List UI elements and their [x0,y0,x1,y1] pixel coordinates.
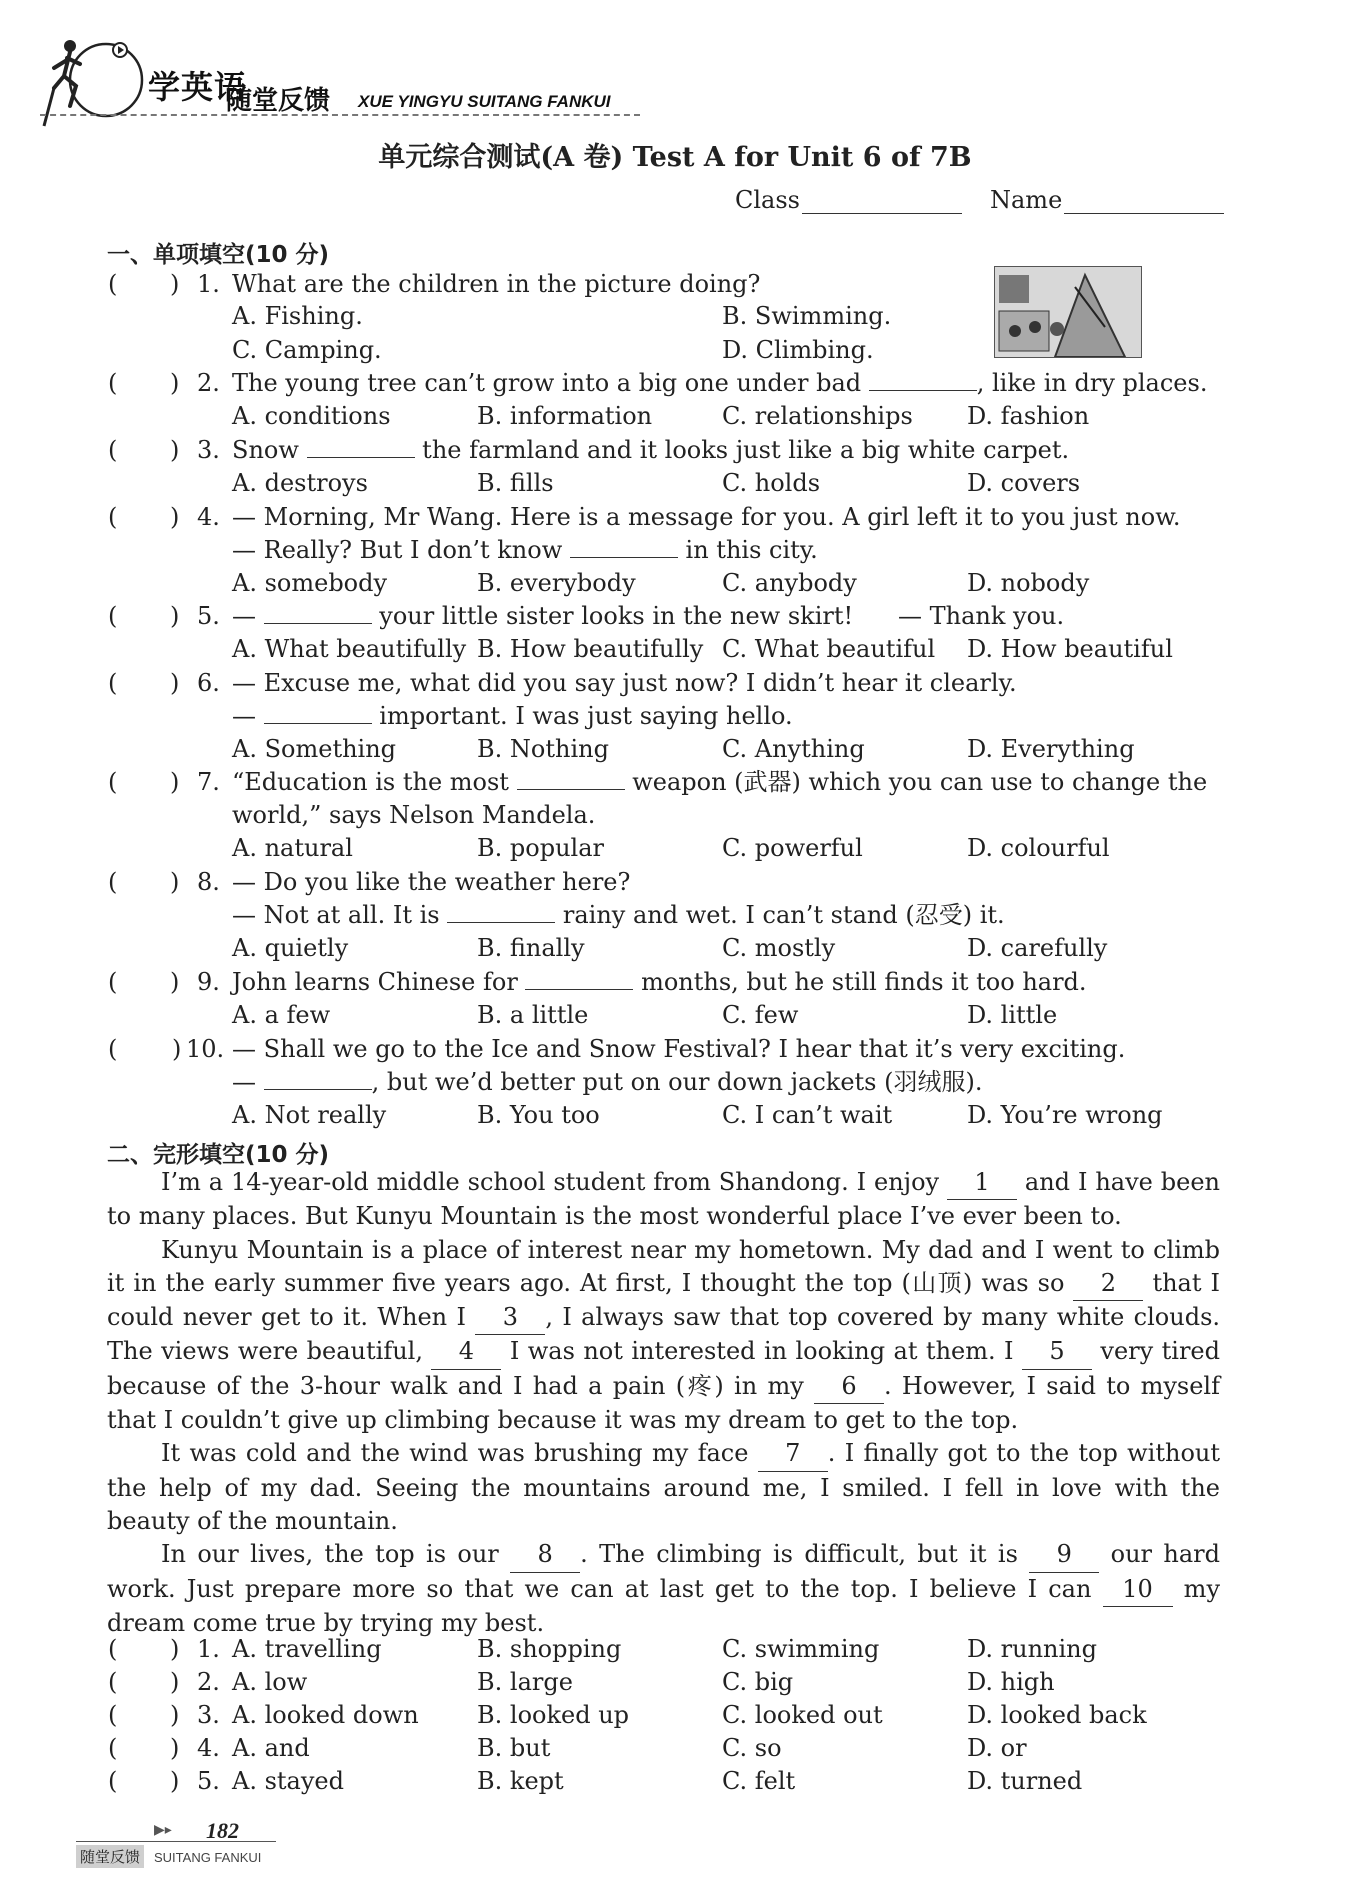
option-c[interactable]: C. Anything [722,735,865,763]
question-number: 2. [197,369,220,397]
question-text: — Morning, Mr Wang. Here is a message for you. A girl left it to you just now. [232,503,1181,531]
option-b[interactable]: B. looked up [477,1701,630,1729]
option-b[interactable]: B. everybody [477,569,636,597]
question-text: “Education is the most weapon (武器) which you can use to change the [232,768,1208,796]
option-a[interactable]: A. travelling [232,1635,382,1663]
option-b[interactable]: B. large [477,1668,573,1696]
question-number: 8. [197,868,220,896]
answer-blank[interactable] [570,535,678,558]
option-a[interactable]: A. and [232,1734,310,1762]
question-text: What are the children in the picture doing? [232,270,761,298]
option-d[interactable]: D. covers [967,469,1081,497]
question-text: Snow the farmland and it looks just like a big white carpet. [232,436,1070,464]
answer-blank[interactable] [307,435,415,458]
option-a[interactable]: A. looked down [232,1701,419,1729]
question-number: 4. [197,1734,220,1762]
answer-blank[interactable] [264,701,372,724]
option-c[interactable]: C. so [722,1734,782,1762]
option-c[interactable]: C. relationships [722,402,913,430]
question-number: 3. [197,1701,220,1729]
paragraph-1: I’m a 14-year-old middle school student from Shandong. I enjoy 1 and I have been to many places. But Kunyu Mountain is the most wonderful place I’ve ever been to. [107,1168,1220,1231]
option-b[interactable]: B. a little [477,1001,589,1029]
question-text: world,” says Nelson Mandela. [232,801,596,829]
paragraph-2: Kunyu Mountain is a place of interest near my hometown. My dad and I went to climb it in the early summer five years ago. At first, I thought the top (山顶) was so 2 that I could never get to it. When I 3 , I always saw that top covered by many white clouds. The views were beautiful, 4 I was not interested in looking at them. I 5 very tired because of the 3-hour walk and I had a pain (疼) in my 6 . However, I said to myself that I couldn’t give up climbing because it was my dream to get to the top. [107,1235,1221,1435]
option-a[interactable]: A. Something [232,735,397,763]
question-text: — , but we’d better put on our down jackets (羽绒服). [232,1068,983,1096]
option-a[interactable]: A. low [232,1668,308,1696]
option-d[interactable]: D. colourful [967,834,1110,862]
cloze-passage [107,1166,1220,1640]
cloze-blank-6[interactable]: 6 [814,1370,884,1404]
option-d[interactable]: D. How beautiful [967,635,1173,663]
option-b[interactable]: B. finally [477,934,585,962]
answer-blank[interactable] [447,900,555,923]
question-number: 1. [197,270,220,298]
option-b[interactable]: B. How beautifully [477,635,704,663]
option-b[interactable]: B. Swimming. [722,302,892,330]
option-c[interactable]: C. felt [722,1767,796,1795]
question-number: 6. [197,669,220,697]
cloze-blank-2[interactable]: 2 [1073,1267,1143,1301]
option-b[interactable]: B. fills [477,469,554,497]
option-d[interactable]: D. running [967,1635,1097,1663]
option-d[interactable]: D. Climbing. [722,336,874,364]
option-c[interactable]: C. powerful [722,834,863,862]
answer-blank[interactable] [525,967,633,990]
option-a[interactable]: A. destroys [232,469,368,497]
cloze-blank-3[interactable]: 3 [475,1301,545,1335]
section2-heading: 二、完形填空(10 分) [107,1142,330,1168]
answer-blank[interactable] [869,368,977,391]
option-d[interactable]: D. little [967,1001,1058,1029]
question-number: 5. [197,602,220,630]
reply-text: — Thank you. [898,602,1065,630]
question-text: John learns Chinese for months, but he still finds it too hard. [232,968,1087,996]
option-c[interactable]: C. What beautiful [722,635,936,663]
option-b[interactable]: B. Nothing [477,735,609,763]
option-c[interactable]: C. looked out [722,1701,883,1729]
option-b[interactable]: B. kept [477,1767,564,1795]
option-b[interactable]: B. You too [477,1101,600,1129]
option-d[interactable]: D. Everything [967,735,1135,763]
question-number: 7. [197,768,220,796]
option-c[interactable]: C. big [722,1668,794,1696]
brand-pinyin: XUE YINGYU SUITANG FANKUI [358,92,611,111]
question-number: 3. [197,436,220,464]
name-label: Name [990,186,1063,214]
question-text: — important. I was just saying hello. [232,702,793,730]
question-text: — Do you like the weather here? [232,868,631,896]
question-number: 5. [197,1767,220,1795]
section1-heading: 一、单项填空(10 分) [107,242,330,268]
question-text: — your little sister looks in the new skirt! [232,602,854,630]
option-b[interactable]: B. but [477,1734,551,1762]
brand-title: 学英语 [148,68,248,106]
option-c[interactable]: C. mostly [722,934,836,962]
option-c[interactable]: C. Camping. [232,336,382,364]
brand-subtitle: 随堂反馈 [226,86,331,116]
option-a[interactable]: A. conditions [232,402,391,430]
page-arrow-icon: ▶▸ [154,1822,172,1838]
cloze-blank-10[interactable]: 10 [1103,1573,1173,1607]
option-c[interactable]: C. few [722,1001,799,1029]
class-field[interactable] [735,186,962,214]
question-number: 1. [197,1635,220,1663]
question-number: 9. [197,968,220,996]
option-a[interactable]: A. a few [232,1001,331,1029]
option-c[interactable]: C. anybody [722,569,857,597]
answer-blank[interactable] [264,1067,372,1090]
paragraph-3: It was cold and the wind was brushing my face 7 . I finally got to the top without the help of my dad. Seeing the mountains around me, I smiled. I fell in love with the beauty of the mountain. [107,1439,1220,1535]
option-d[interactable]: D. looked back [967,1701,1147,1729]
cloze-blank-8[interactable]: 8 [510,1538,580,1572]
option-d[interactable]: D. nobody [967,569,1090,597]
option-a[interactable]: A. Fishing. [232,302,363,330]
question-text: — Excuse me, what did you say just now? I didn’t hear it clearly. [232,669,1017,697]
answer-blank[interactable] [264,601,372,624]
question-text: — Really? But I don’t know in this city. [232,536,818,564]
cloze-blank-9[interactable]: 9 [1029,1538,1099,1572]
question-text: — Shall we go to the Ice and Snow Festival? I hear that it’s very exciting. [232,1035,1126,1063]
option-a[interactable]: A. somebody [232,569,388,597]
option-b[interactable]: B. information [477,402,653,430]
option-a[interactable]: A. quietly [232,934,349,962]
cloze-blank-1[interactable]: 1 [947,1166,1017,1200]
option-b[interactable]: B. shopping [477,1635,622,1663]
option-c[interactable]: C. holds [722,469,821,497]
option-d[interactable]: D. fashion [967,402,1090,430]
question-text: — Not at all. It is rainy and wet. I can’t stand (忍受) it. [232,901,1005,929]
cloze-blank-7[interactable]: 7 [758,1437,828,1471]
page-number: 182 [206,1818,239,1843]
cloze-blank-5[interactable]: 5 [1022,1335,1092,1369]
footer-logo-sub: SUITANG FANKUI [154,1850,262,1865]
option-c[interactable]: C. I can’t wait [722,1101,893,1129]
option-a[interactable]: A. natural [232,834,353,862]
option-a[interactable]: A. Not really [232,1101,387,1129]
option-d[interactable]: D. You’re wrong [967,1101,1163,1129]
class-label: Class [735,186,800,214]
option-a[interactable]: A. What beautifully [232,635,467,663]
option-d[interactable]: D. turned [967,1767,1083,1795]
cloze-blank-4[interactable]: 4 [431,1335,501,1369]
footer-logo: 随堂反馈 [76,1845,144,1868]
option-d[interactable]: D. carefully [967,934,1108,962]
question-number: 2. [197,1668,220,1696]
paragraph-4: In our lives, the top is our 8 . The climbing is difficult, but it is 9 our hard work. Just prepare more so that we can at last get to the top. I believe I can 10 my dream come true by trying my best. [107,1540,1221,1637]
worksheet-page: 学英语 随堂反馈 XUE YINGYU SUITANG FANKUI 单元综合测试(A 卷) Test A for Unit 6 of 7B Class Name 一、单项填空(10 分) ( ) 1. What are the children in the picture doing? A. Fishing. B. Swimming. C. Camping. D. Climbing. ( ) 2. The young tree can’t grow into a big one under bad , like in dry places. A. conditions B. information C. relationships D. fashion ( ) 3. Snow the farmland and it looks just like a big white carpet. A. destroys B. fills C. holds D. covers ( ) 4. — Morning, Mr Wang. Here is a message for you. A girl left it to you just now. — Really? But I don’t know in this city. A. somebody B. everybody C. anybody D. nobody ( ) 5. — your little sister looks in the new skirt! — Thank you. A. What beautifully B. How beautifully C. What beautiful D. How beautiful ( ) 6. — Excuse me, what did you say just now? I didn’t hear it clearly. — important. I was just saying hello. A. Something B. Nothing C. Anything D. Everything ( ) 7. “Education is the most weapon (武器) which you can use to change the world,” says Nelson Mandela. A. natural B. popular C. powerful D. colourful ( ) 8. — Do you like the weather here? — Not at all. It is rainy and wet. I can’t stand (忍受) it. A. quietly B. finally C. mostly D. carefully ( ) 9. John learns Chinese for months, but he still finds it too hard. A. a few B. a little C. few D. little ( ) 10. — Shall we go to the Ice and Snow Festival? I hear that it’s very exciting. — , but we’d better put on our down jackets (羽绒服). A. Not really B. You too C. I can’t wait D. You’re wrong 二、完形填空(10 分) I’m a 14-year-old middle school student from Shandong. I enjoy 1 and I have been to many places. But Kunyu Mountain is the most wonderful place I’ve ever been to. Kunyu Mountain is a place of interest near my hometown. My dad and I went to climb it in the early summer five years ago. At first, I thought the top (山顶) was so 2 that I could never get to it. When I 3 , I always saw that top covered by many white clouds. The views were beautiful, 4 I was not interested in looking at them. I 5 very tired because of the 3-hour walk and I had a pain (疼) in my 6 . However, I said to myself that I couldn’t give up climbing because it was my dream to get to the top. It was cold and the wind was brushing my face 7 . I finally got to the top without the help of my dad. Seeing the mountains around me, I smiled. I fell in love with the beauty of the mountain. In our lives, the top is our 8 . The climbing is difficult, but it is 9 our hard work. Just prepare more so that we can at last get to the top. I believe I can 10 my dream come true by trying my best. ( ) 1. A. travelling B. shopping C. swimming D. running ( ) 2. A. low B. large C. big D. high ( ) 3. A. looked down B. looked up C. looked out D. looked back ( ) 4. A. and B. but C. so D. or ( ) 5. A. stayed B. kept C. felt D. turned ▶▸ 182 随堂反馈 SUITANG FANKUI [0,0,1350,1891]
option-d[interactable]: D. high [967,1668,1055,1696]
question-text: The young tree can’t grow into a big one under bad , like in dry places. [232,369,1208,397]
name-field[interactable] [990,186,1224,214]
test-title: 单元综合测试(A 卷) Test A for Unit 6 of 7B [378,142,972,173]
header-banner [40,36,640,136]
footer-divider [76,1841,276,1842]
option-a[interactable]: A. stayed [232,1767,344,1795]
children-climbing-picture [994,266,1142,358]
option-b[interactable]: B. popular [477,834,604,862]
option-c[interactable]: C. swimming [722,1635,880,1663]
question-number: 4. [197,503,220,531]
runner-logo-icon [40,36,150,132]
option-d[interactable]: D. or [967,1734,1027,1762]
answer-blank[interactable] [517,767,625,790]
banner-divider [40,114,640,116]
question-number: 10. [186,1035,225,1063]
